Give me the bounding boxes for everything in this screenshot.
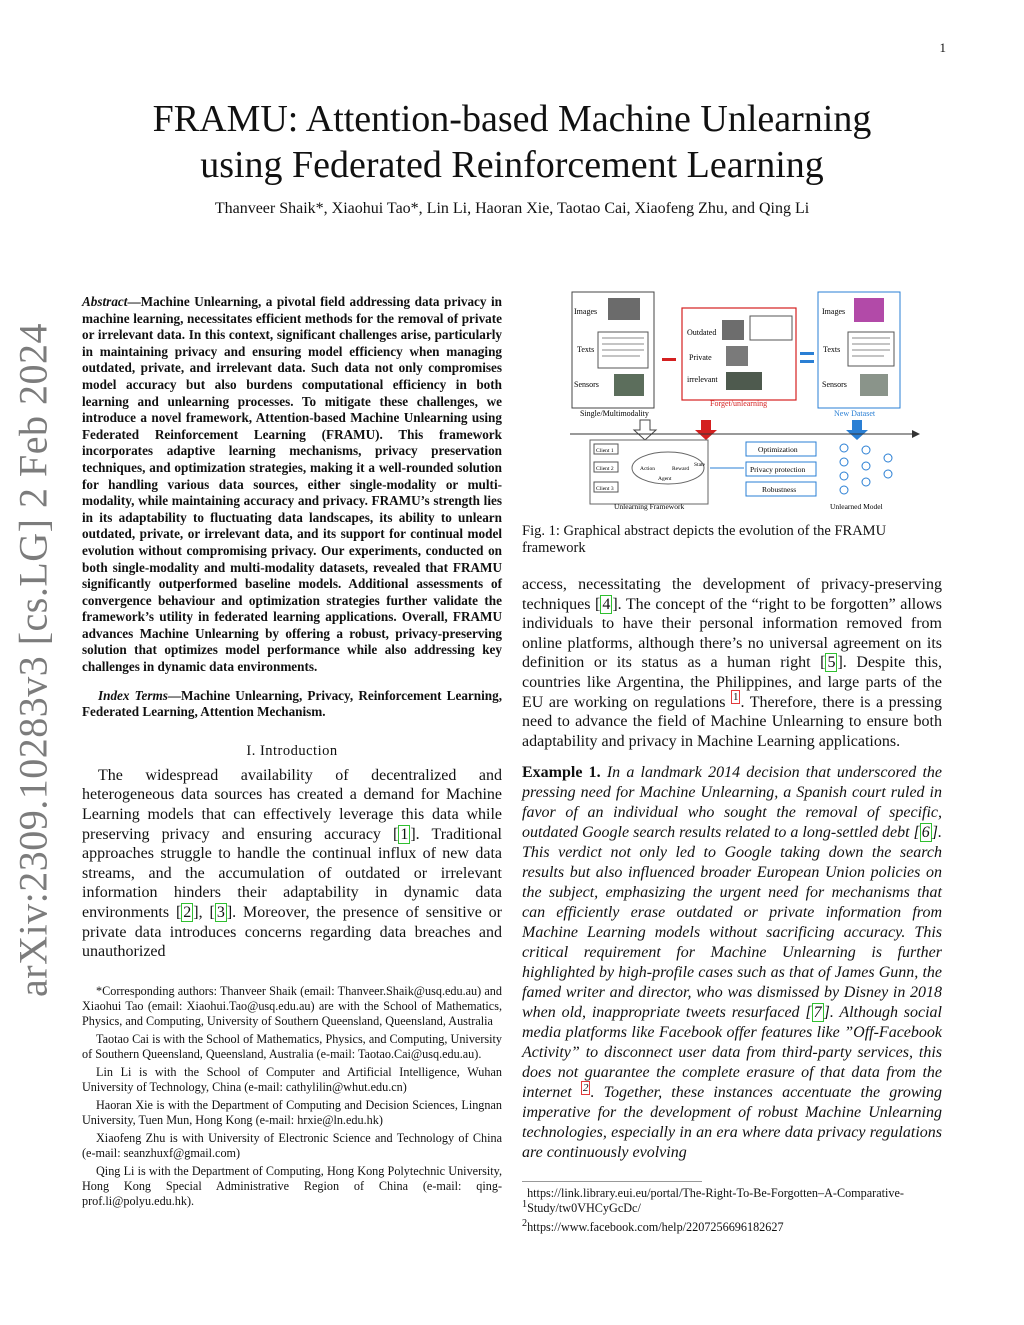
right-text-3: . Despite this, countries like Argentina, the Philippines, and large parts of the EU are working on regulations [522,654,942,711]
abstract [82,294,502,676]
footnote-url[interactable]: https://link.library.eui.eu/portal/The-Right-To-Be-Forgotten–A-Comparative-Study/tw0VHCyGcDc/ [527,1186,904,1216]
section-heading-introduction: I. Introduction [246,742,338,759]
action-label: Action [640,466,655,472]
example-text-1: In a landmark 2014 decision that underscored the pressing need for Machine Unlearning, a Spanish court ruled in favor of an individual who sought the removal of specific, outdated Google search results related to a long-settled debt [522,764,942,842]
private-label: Private [689,353,712,362]
title-line-2: using Federated Reinforcement Learning [200,144,824,186]
new-images-label: Images [822,307,846,316]
footnote-mark: 1 [522,1199,528,1211]
unlearned-model-label: Unlearned Model [830,502,883,511]
left-column [82,294,502,1212]
new-image-thumbnail-icon [854,298,884,322]
abstract-label: Abstract [82,294,128,309]
timeline-arrow-icon [912,430,920,438]
texts-label: Texts [577,345,595,354]
image-thumbnail-icon [608,298,640,320]
graphical-abstract-diagram [522,280,942,512]
abstract-text: —Machine Unlearning, a pivotal field addressing data privacy in machine learning, necessitates efficient methods for the removal of private or irrelevant data. In this context, significant challenges arise, particularly in maintaining privacy and ensuring model efficiency when managing outdated, private, and irrelevant data. Such data not only compromises model accuracy but also burdens computational efficiency in both learning and unlearning processes. To mitigate these challenges, we introduce a novel framework, Attention-based Machine Unlearning using Federated Reinforcement Learning (FRAMU). This framework incorporates adaptive learning mechanisms, privacy preservation techniques, and optimization strategies, making it a well-rounded solution for handling various data sources, either single-modality or multi-modality, while maintaining accuracy and privacy. FRAMU’s strength lies in its adaptability to fluctuating data landscapes, its ability to unlearn outdated, private, or irrelevant data, and its support for continual model evolution without compromising privacy. Our experiments, conducted on both single-modality and multi-modality datasets, revealed that FRAMU significantly outperformed baseline models. Additional assessments of convergence behaviour and optimization strategies further validate the framework’s utility in federated learning applications. Overall, FRAMU advances Machine Unlearning by offering a robust, privacy-preserving solution that optimizes model performance while also addressing key challenges in dynamic data environments. [82,294,502,675]
outdated-label: Outdated [687,328,717,337]
url-footnote-2 [522,1216,784,1235]
example-label: Example 1. [522,764,601,782]
footnote-link[interactable]: 2 [582,1082,589,1095]
new-sensors-label: Sensors [822,380,847,389]
footnote-xie: Haoran Xie is with the Department of Computing and Decision Sciences, Lingnan University, Tuen Mun, Hong Kong (e-mail: hrxie@ln.edu.hk) [82,1097,502,1127]
citation-link[interactable]: 2 [183,904,192,921]
arrow-down-icon [634,420,656,440]
privacy-protection-label: Privacy protection [750,465,806,474]
single-multimodality-label: Single/Multimodality [580,409,649,418]
client-1-label: Client 1 [596,448,614,454]
figure-1 [522,280,942,557]
forget-unlearning-label: Forget/unlearning [710,399,768,408]
reward-label: Reward [672,466,690,472]
new-text-document-icon [848,332,894,366]
private-photo-icon [726,346,748,366]
intro-paragraph: The widespread availability of decentralized and heterogeneous data sources has created a demand for Machine Learning models that can effectively leverage this data while preserving privacy and ensuring accuracy [ 1 ]. Traditional approaches struggle to handle the continual influx of new data streams, and the accumulation of outdated or irrelevant information hinders their adaptability in dynamic data environments [ 2 ], [ 3 ]. Moreover, the presence of sensitive or private data introduces concerns regarding data breaches and unauthorized [82,766,502,961]
citation-link[interactable]: 6 [921,824,930,842]
intro-text-3: , [198,904,203,921]
optimization-label: Optimization [758,445,798,454]
arrow-down-new-icon [846,420,868,440]
equals-sign-icon-top [800,352,814,355]
title-line-1: FRAMU: Attention-based Machine Unlearning [152,98,872,140]
right-text-1: access, necessitating the development of privacy-preserving techniques [522,576,942,613]
robustness-label: Robustness [762,485,797,494]
new-sensor-image-icon [860,374,888,396]
unlearning-framework-label: Unlearning Framework [614,502,685,511]
state-label: State [694,462,705,468]
right-paragraph: access, necessitating the development of privacy-preserving techniques [ 4 ]. The concept of the “right to be forgotten” allows individuals to have their personal information removed from online platforms, although there’s no universal agreement on its definition or its status as a human right [ 5 ]. Despite this, countries like Argentina, the Philippines, and large parts of the EU are working on regulations $^1$ . Therefore, there is a pressing need to advance the field of Machine Unlearning to ensure both adaptability and privacy in Machine Learning applications. [522,576,943,750]
right-text-4: . Therefore, there is a pressing need to advance the field of Machine Unlearning to ensure both adaptability and privacy in Machine Learning applications. [522,693,943,750]
example-text-4: . Together, these instances accentuate the growing imperative for the development of robust Machine Unlearning technologies, especially in an era where data privacy regulations are continuously evolving [522,1084,943,1162]
neural-network-icon [840,444,892,494]
arrow-up-forget-icon [695,420,717,440]
citation-link[interactable]: 5 [827,654,836,672]
client-3-label: Client 3 [596,486,614,492]
example-text-3: . Although social media platforms like Facebook offer features like ”Off-Facebook Activity” to disconnect user data from third-party services, this does not guarantee the complete erasure of that data from the internet [522,1004,943,1102]
footnote-cai: Taotao Cai is with the School of Mathematics, Physics, and Computing, University of Southern Queensland, Queensland, Australia (e-mail: Taotao.Cai@usq.edu.au). [82,1031,502,1061]
url-footnote-1 [522,1186,904,1216]
outdated-text-icon [750,316,792,340]
minus-sign-icon [662,358,676,361]
index-terms-label: Index Terms [98,687,168,703]
outdated-photo-icon [722,320,744,340]
intro-text-4: . Moreover, the presence of sensitive or private data introduces concerns regarding data breaches and unauthorized [82,904,502,961]
author-list: Thanveer Shaik*, Xiaohui Tao*, Lin Li, Haoran Xie, Taotao Cai, Xiaofeng Zhu, and Qing Li [214,200,810,217]
footnote-corresponding: *Corresponding authors: Thanveer Shaik (email: Thanveer.Shaik@usq.edu.au) and Xiaohui Tao (email: Xiaohui.Tao@usq.edu.au) are with the School of Mathematics, Physics, and Computing, University of Southern Queensland, Queensland, Australia [82,983,502,1028]
footnote-li: Lin Li is with the School of Computer and Artificial Intelligence, Wuhan University of Technology, China (e-mail: cathylilin@whut.edu.cn) [82,1064,502,1094]
intro-text-2: . Traditional approaches struggle to handle the continual influx of new data streams, and the accumulation of outdated or irrelevant information hinders their adaptability in dynamic data environments [82,825,502,921]
page-number: 1 [939,40,946,55]
right-text-2: . The concept of the “right to be forgotten” allows individuals to have their personal information removed from online platforms, although there’s no universal agreement on its definition or its status as a human right [522,595,943,672]
citation-link[interactable]: 4 [602,595,611,613]
figure-caption: Fig. 1: Graphical abstract depicts the evolution of the FRAMU framework [522,523,887,556]
irrelevant-photo-icon [726,372,762,390]
footnote-link[interactable]: 1 [732,691,739,704]
new-texts-label: Texts [823,345,841,354]
paper-title [80,96,944,188]
citation-link[interactable]: 7 [813,1004,822,1022]
intro-text-1: The widespread availability of decentralized and heterogeneous data sources has created a demand for Machine Learning models that can effectively leverage this data while preserving privacy and ensuring accuracy [82,766,502,843]
index-terms [82,688,502,721]
equals-sign-icon-bottom [800,360,814,363]
footnote-mark: 2 [522,1218,528,1230]
citation-link[interactable]: 1 [400,825,409,843]
arxiv-stamp [8,323,58,997]
sensors-label: Sensors [574,380,599,389]
author-footnotes [82,984,502,1209]
footnote-qingli: Qing Li is with the Department of Computing, Hong Kong Polytechnic University, Hong Kong Special Administrative Region of China (e-mail: qing-prof.li@polyu.edu.hk). [82,1163,502,1208]
right-column [522,280,942,1235]
example-1: Example 1. In a landmark 2014 decision that underscored the pressing need for Machine Unlearning, a Spanish court ruled in favor of an individual who sought the removal of specific, outdated Google search results related to a long-settled debt [ 6 ]. This verdict not only led to Google taking down the search results but also influenced broader European Union policies on the subject, emphasizing the urgent need for mechanisms that can efficiently erase outdated or private information from Machine Learning models without sacrificing accuracy. This critical requirement for Machine Unlearning is further highlighted by high-profile cases such as that of James Gunn, the famed writer and director, who was dismissed by Disney in 2018 when old, inappropriate tweets resurfaced [ 7 ]. Although social media platforms like Facebook offer features like ”Off-Facebook Activity” to disconnect user data from third-party services, this does not guarantee the complete erasure of that data from the internet $^2$ . Together, these instances accentuate the growing imperative for the development of robust Machine Unlearning technologies, especially in an era where data privacy regulations are continuously evolving [522,764,943,1162]
agent-label: Agent [658,476,672,482]
footnote-zhu: Xiaofeng Zhu is with University of Electronic Science and Technology of China (e-mail: seanzhuxf@gmail.com) [82,1130,502,1160]
url-footnotes [522,1181,904,1235]
new-dataset-label: New Dataset [834,409,876,418]
arxiv-stamp-text: arXiv:2309.10283v3 [cs.LG] 2 Feb 2024 [10,323,56,997]
images-label: Images [574,307,598,316]
sensor-image-icon [614,374,644,396]
footnote-url[interactable]: https://www.facebook.com/help/2207256696182627 [527,1220,784,1235]
example-text-2: . This verdict not only led to Google taking down the search results but also influenced broader European Union policies on the subject, emphasizing the urgent need for mechanisms that can efficiently erase outdated or private information from Machine Learning models without sacrificing accuracy. This critical requirement for Machine Unlearning is further highlighted by high-profile cases such as that of James Gunn, the famed writer and director, who was dismissed by Disney in 2018 when old, inappropriate tweets resurfaced [522,824,942,1022]
citation-link[interactable]: 3 [216,904,225,921]
index-terms-text: —Machine Unlearning, Privacy, Reinforcement Learning, Federated Learning, Attention Mechanism. [82,687,502,720]
irrelevant-label: irrelevant [687,375,718,384]
client-2-label: Client 2 [596,466,614,472]
